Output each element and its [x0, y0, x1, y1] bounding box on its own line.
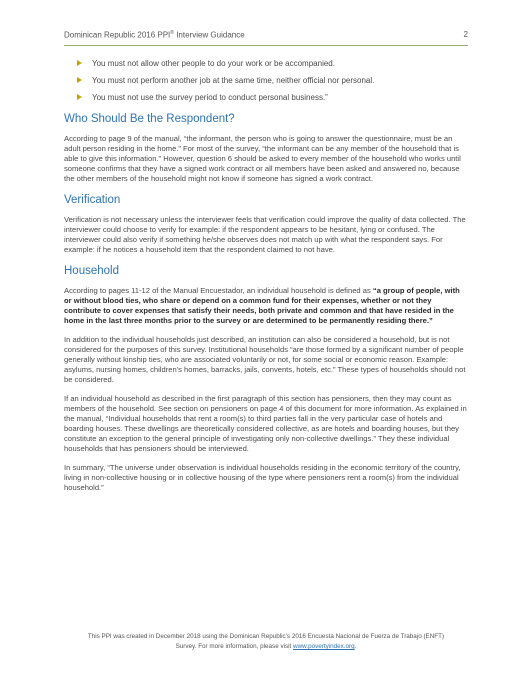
footer-line-1: This PPI was created in December 2018 using the Dominican Republic’s 2016 Encuesta Nacional de Fuerza de Trabajo (ENFT) [87, 633, 445, 640]
header-divider [64, 45, 468, 46]
triangle-bullet-icon [77, 77, 82, 83]
povertyindex-link[interactable]: www.povertyindex.org [293, 643, 355, 650]
household-definition-paragraph: According to pages 11-12 of the Manual Encuestador, an individual household is defined as “a group of people, with or without blood ties, who share or depend on a common fund for their expenses, whether or not they contribute to cover expenses that satisfy their needs, both private and common and that have resided in the home in the last three months prior to the survey or are determined to be permanently residing there.” [64, 286, 460, 325]
summary-paragraph: In summary, “The universe under observation is individual households residing in the economic territory of the country, living in non-collective housing or in collective housing of the type where pensioners rent a room(s) from the individual household.” [64, 463, 461, 492]
triangle-bullet-icon [77, 60, 82, 66]
list-item: You must not use the survey period to conduct personal business.” [64, 92, 468, 103]
document-title: Dominican Republic 2016 PPI® Interview Guidance [64, 30, 245, 40]
footer-line-2: Survey. For more information, please visit www.povertyindex.org. [175, 643, 357, 650]
list-item: You must not allow other people to do your work or be accompanied. [64, 58, 468, 69]
section-heading-verification: Verification [64, 194, 121, 206]
household-definition-quote: “a group of people, with or without blood ties, who share or depend on a common fund for their expenses, whether or not they contribute to cover expenses that satisfy their needs, both private and common and that have resided in the home in the last three months prior to the survey or are determined to be permanently residing there.” [64, 286, 460, 325]
page-body [64, 58, 468, 502]
respondent-paragraph: According to page 9 of the manual, “the informant, the person who is going to answer the questionnaire, must be an adult person residing in the home.” For most of the survey, “the informant can be any member of the household that is able to give this information.” However, question 6 should be asked to every member of the household who works until someone confirms that they have a signed work contract or all members have been asked and answered no, because the other members of the household might not know if someone has signed a work contract. [64, 134, 461, 183]
section-heading-household: Household [64, 265, 119, 277]
rules-list [64, 58, 468, 103]
triangle-bullet-icon [77, 94, 82, 100]
section-heading-respondent: Who Should Be the Respondent? [64, 113, 235, 125]
list-item: You must not perform another job at the same time, neither official nor personal. [64, 75, 468, 86]
page-footer [40, 632, 492, 652]
pensioners-paragraph: If an individual household as described in the first paragraph of this section has pensioners, then they may count as members of the household. See section on pensioners on page 4 of this document for more information. As explained in the manual, “Individual households that rent a room(s) to third parties fall in the very particular case of hotels and boarding houses. These dwellings are theoretically considered collective, as are hotels and boarding houses, but they constitute an exception to the general principle of investigating only non-collective dwellings.” They these individual households that has pensioners should be interviewed. [64, 394, 467, 453]
institutional-household-paragraph: In addition to the individual households just described, an institution can also be considered a household, but is not considered for the purposes of this survey. Institutional households “are those formed by a significant number of people generally without kinship ties, who are associated voluntarily or not, for some social or economic reason. Example: asylums, nursing homes, children's homes, barracks, jails, convents, hotels, etc.” These types of households should not be considered. [64, 335, 466, 384]
page-header [64, 30, 468, 44]
page-number: 2 [463, 30, 468, 39]
verification-paragraph: Verification is not necessary unless the interviewer feels that verification could improve the quality of data collected. The interviewer could choose to verify for example: if the respondent appears to be hesitant, lying or confused. The interviewer could also verify if something he/she observes does not match up with what the respondent says. For example: if he notices a household item that the respondent claimed to not have. [64, 215, 466, 254]
